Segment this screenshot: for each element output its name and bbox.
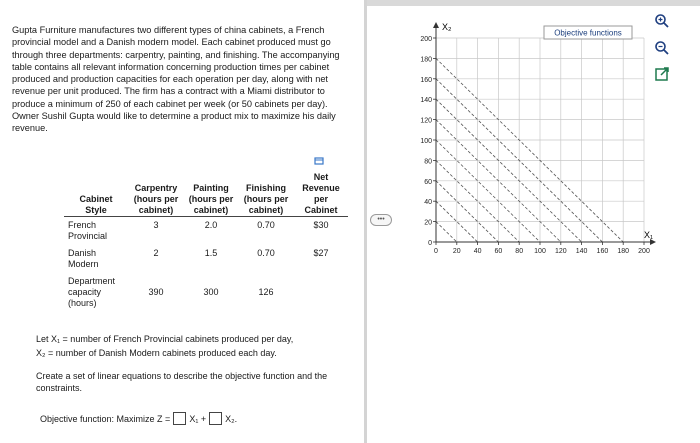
- definition-x2: X₂ = number of Danish Modern cabinets produced each day.: [36, 348, 277, 358]
- row-painting: 1.5: [204, 248, 218, 258]
- panel-divider[interactable]: [364, 0, 367, 443]
- y-axis-label: X₂: [442, 22, 452, 32]
- y-tick-label: 200: [420, 36, 432, 43]
- x-tick-label: 60: [494, 248, 503, 255]
- row-revenue: $30: [313, 220, 329, 230]
- y-axis-arrow: [433, 22, 439, 28]
- variable-definitions: [36, 332, 293, 360]
- x1-coefficient-input[interactable]: [173, 412, 186, 425]
- y-tick-label: 80: [424, 158, 432, 166]
- x-tick-label: 40: [473, 248, 482, 255]
- x2-term: X₂.: [225, 413, 238, 424]
- table-row: [64, 217, 348, 246]
- y-tick-label: 160: [420, 76, 432, 84]
- row-painting: 300: [203, 287, 219, 297]
- header-finishing: Finishing (hours per cabinet): [238, 172, 294, 217]
- row-painting: 2.0: [204, 220, 218, 230]
- row-carpentry: 3: [153, 220, 159, 230]
- x-tick-label: 200: [638, 248, 650, 255]
- row-carpentry: 390: [148, 287, 164, 297]
- row-style: Danish Modern: [68, 248, 99, 269]
- table-row: [64, 245, 348, 273]
- x-tick-label: 100: [534, 248, 546, 255]
- x-tick-label: 20: [452, 248, 461, 255]
- y-tick-label: 40: [424, 199, 432, 207]
- x-tick-label: 80: [515, 248, 524, 255]
- copy-table-icon[interactable]: [314, 157, 324, 165]
- row-revenue: $27: [313, 248, 329, 258]
- x-tick-label: 160: [596, 248, 609, 255]
- objective-label: Objective function: Maximize Z =: [40, 413, 171, 424]
- table-row: [64, 273, 348, 312]
- row-finishing: 0.70: [257, 248, 275, 258]
- x-tick-label: 140: [575, 248, 588, 255]
- data-table: [64, 172, 348, 312]
- header-carpentry: Carpentry (hours per cabinet): [128, 172, 184, 217]
- x-tick-label: 120: [554, 248, 567, 255]
- y-tick-label: 60: [424, 178, 432, 186]
- row-finishing: 0.70: [257, 220, 275, 230]
- y-tick-label: 0: [428, 240, 432, 247]
- definition-x1: Let X₁ = number of French Provincial cabinets produced per day,: [36, 334, 294, 344]
- x-tick-label: 0: [434, 248, 438, 255]
- row-finishing: 126: [258, 287, 274, 297]
- row-revenue: [294, 273, 348, 312]
- header-style: Cabinet Style: [64, 172, 128, 217]
- zoom-in-icon[interactable]: [654, 13, 670, 29]
- y-tick-label: 100: [420, 138, 432, 145]
- x2-coefficient-input[interactable]: [209, 412, 222, 425]
- y-tick-label: 20: [424, 219, 432, 227]
- y-tick-label: 120: [420, 117, 432, 125]
- graph[interactable]: [408, 14, 658, 259]
- header-revenue: Net Revenue per Cabinet: [294, 172, 348, 217]
- row-style: Department capacity (hours): [68, 276, 116, 308]
- objective-functions-label: Objective functions: [554, 28, 622, 38]
- y-tick-label: 140: [420, 97, 432, 105]
- objective-function-row: [40, 412, 237, 425]
- instruction-text: Create a set of linear equations to describe the objective function and the constraints.: [36, 371, 328, 393]
- grid-lines: [436, 38, 644, 242]
- row-carpentry: 2: [153, 248, 159, 258]
- problem-statement: Gupta Furniture manufactures two different types of china cabinets, a French provincial model and a Danish modern model. Each cabinet produced must go through three departments: carpentry, painting, and finishing. The accompanying table contains all relevant information concerning production times per cabinet produced and production capacities for each operation per day, along with net revenue per unit produced. The firm has a contract with a Miami distributor to produce a minimum of 250 of each cabinet per week (or 50 cabinets per day). Owner Sushil Gupta would like to determine a product mix to maximize his daily revenue.: [12, 25, 340, 134]
- x-axis-label: X₁: [644, 230, 654, 240]
- zoom-out-icon[interactable]: [654, 40, 670, 56]
- y-tick-label: 180: [420, 56, 432, 64]
- x1-term: X₁ +: [189, 413, 207, 424]
- resize-handle[interactable]: •••: [370, 214, 392, 226]
- row-style: French Provincial: [68, 220, 108, 241]
- x-tick-label: 180: [617, 248, 630, 255]
- header-painting: Painting (hours per cabinet): [184, 172, 238, 217]
- objective-functions-button[interactable]: [544, 26, 632, 39]
- popout-icon[interactable]: [654, 66, 670, 82]
